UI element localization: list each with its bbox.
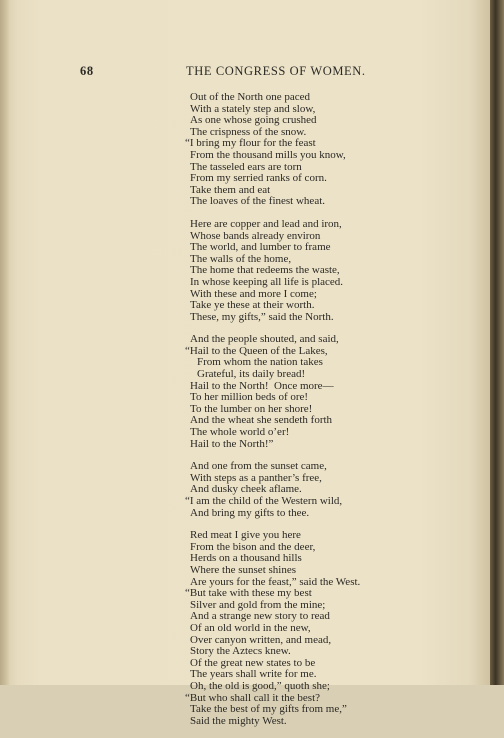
page-number: 68 [80, 64, 94, 78]
poem-line: Here are copper and lead and iron, [190, 217, 342, 230]
poem-line: And one from the sunset came, [190, 460, 327, 473]
poem-line: Hail to the North! Once more— [190, 379, 334, 392]
poem-line: The whole world o’er! [190, 426, 290, 439]
poem-line: From my serried ranks of corn. [190, 172, 327, 185]
poem-line: Red meat I give you here [190, 529, 301, 542]
poem-stanza [190, 219, 480, 323]
poem-line: The loaves of the finest wheat. [190, 195, 326, 208]
poem-line: To the lumber on her shore! [190, 402, 313, 415]
poem-line: Over canyon written, and mead, [190, 633, 332, 646]
poem-stanza [185, 529, 480, 727]
poem-line: Story the Aztecs knew. [190, 645, 291, 658]
poem-stanza [185, 460, 480, 519]
poem-line: From whom the nation takes [197, 356, 323, 369]
poem-line: With these and more I come; [190, 287, 317, 300]
poem-line: And the people shouted, and said, [190, 333, 339, 346]
poem-line: From the bison and the deer, [190, 540, 316, 553]
poem-stanza [185, 91, 480, 208]
poem-line: The home that redeems the waste, [190, 264, 340, 277]
poem-line: Whose bands already environ [190, 229, 321, 242]
poem-line: Take ye these at their worth. [190, 299, 315, 312]
poem-line: With steps as a panther’s free, [190, 471, 322, 484]
poem-line: As one whose going crushed [190, 114, 317, 127]
poem-line: Hail to the North!” [190, 437, 274, 450]
poem-line: And bring my gifts to thee. [190, 506, 310, 519]
poem-line: Oh, the old is good,” quoth she; [190, 679, 330, 692]
poem-line: “I bring my flour for the feast [185, 137, 316, 150]
poem-body [185, 91, 480, 738]
poem-line: “I am the child of the Western wild, [185, 495, 343, 507]
poem-line: Where the sunset shines [190, 563, 296, 576]
poem-line: The walls of the home, [190, 252, 292, 265]
poem-stanza [185, 333, 480, 450]
poem-line: The world, and lumber to frame [190, 241, 331, 254]
poem-line: Silver and gold from the mine; [190, 598, 326, 611]
poem-line: The tasseled ears are torn [190, 160, 302, 173]
poem-line: Are yours for the feast,” said the West. [190, 575, 361, 588]
poem-line: Grateful, its daily bread! [197, 368, 306, 381]
poem-line: To her million beds of ore! [190, 391, 309, 404]
poem-line: Of an old world in the new, [190, 621, 311, 634]
poem-line: And dusky cheek aflame. [190, 483, 302, 496]
poem-line: With a stately step and slow, [190, 102, 316, 115]
poem-line: These, my gifts,” said the North. [190, 310, 334, 323]
poem-line: Of the great new states to be [190, 656, 316, 669]
poem-line: Herds on a thousand hills [190, 552, 302, 565]
poem-line: “Hail to the Queen of the Lakes, [185, 344, 328, 357]
poem-line: “But who shall call it the best? [185, 691, 321, 704]
poem-line: In whose keeping all life is placed. [190, 275, 344, 288]
binding-shadow [0, 0, 10, 685]
poem-line: From the thousand mills you know, [190, 148, 346, 161]
poem-line: The crispness of the snow. [190, 125, 307, 138]
running-head: THE CONGRESS OF WOMEN. [186, 64, 366, 78]
poem-line: The years shall write for me. [190, 668, 317, 681]
poem-line: Take the best of my gifts from me,” [190, 703, 347, 716]
page-header [0, 64, 490, 80]
poem-line: And a strange new story to read [190, 610, 330, 623]
poem-line: Take them and eat [190, 183, 271, 196]
page-edge [490, 0, 504, 685]
poem-line: “But take with these my best [185, 587, 312, 600]
poem-line: Said the mighty West. [190, 714, 287, 727]
poem-line: Out of the North one paced [190, 91, 311, 103]
poem-line: And the wheat she sendeth forth [190, 414, 333, 427]
